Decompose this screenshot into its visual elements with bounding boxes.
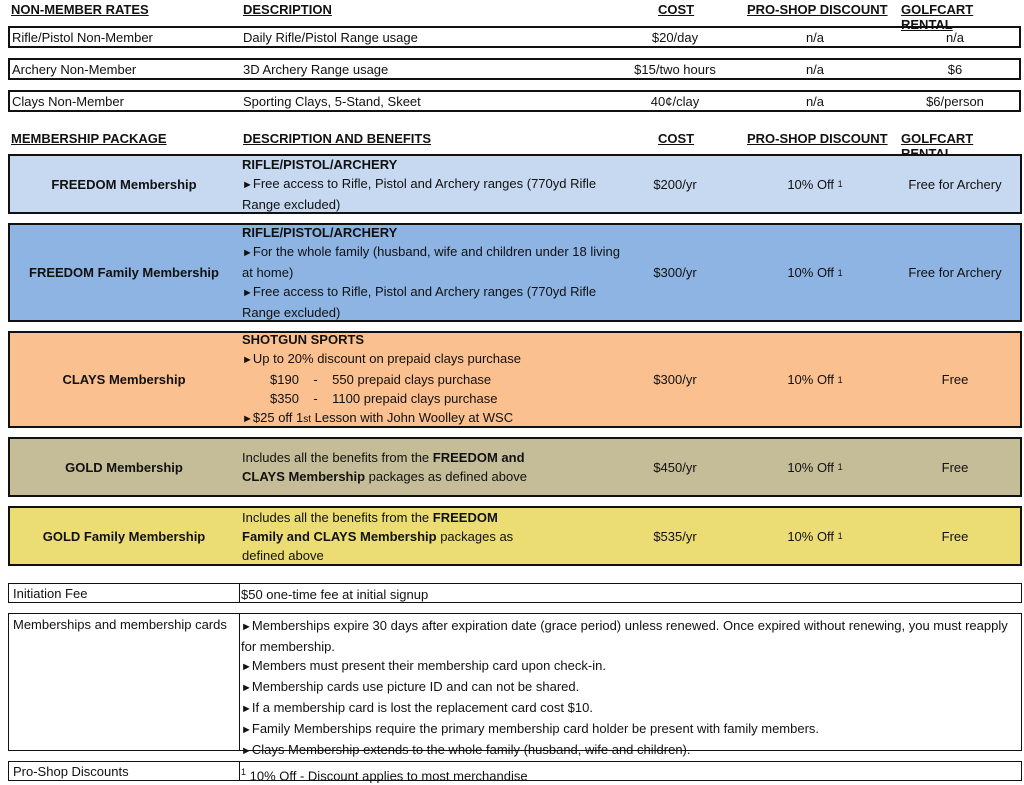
- package-gold-family: [8, 506, 1022, 566]
- package-description: SHOTGUN SPORTS ►Up to 20% discount on prepaid clays purchase $190 - 550 prepaid clays purchase $350 - 1100 prepaid clays purchase ►$25 off 1st Lesson with John Woolley at WSC: [242, 333, 622, 426]
- row-discount: n/a: [805, 29, 825, 45]
- package-category: SHOTGUN SPORTS: [242, 332, 365, 347]
- benefit-text: Up to 20% discount on prepaid clays purchase: [252, 351, 521, 366]
- package-name: GOLD Family Membership: [42, 528, 206, 544]
- package-cost: $535/yr: [653, 528, 697, 544]
- price-line: $350 - 1100 prepaid clays purchase: [270, 391, 498, 406]
- row-cart: n/a: [945, 29, 965, 45]
- benefit-text: Free access to Rifle, Pistol and Archery ranges (770yd Rifle Range excluded): [242, 284, 597, 320]
- header-membership-package: MEMBERSHIP PACKAGE: [11, 131, 167, 146]
- card-rule: Members must present their membership card upon check-in.: [251, 658, 606, 673]
- row-desc: Sporting Clays, 5-Stand, Skeet: [243, 93, 421, 109]
- package-freedom: [8, 154, 1022, 214]
- header-golfcart-rental: GOLFCART: [901, 131, 974, 146]
- package-description: [242, 225, 622, 320]
- row-desc: Daily Rifle/Pistol Range usage: [243, 29, 418, 45]
- header-description: DESCRIPTION: [243, 2, 332, 17]
- package-discount: 10% Off 1: [787, 265, 843, 280]
- price-line: $190 - 550 prepaid clays purchase: [270, 372, 492, 387]
- footnote-marker: 1: [837, 179, 843, 189]
- row-name: Clays Non-Member: [12, 93, 124, 109]
- bullet-icon: ►: [242, 354, 253, 366]
- header-proshop-discount: PRO-SHOP DISCOUNT: [747, 131, 888, 146]
- package-cart: Free: [941, 528, 969, 544]
- bullet-icon: ►: [241, 682, 252, 694]
- nonmember-row-archery: [8, 58, 1021, 80]
- package-gold: [8, 437, 1022, 497]
- bullet-icon: ►: [242, 413, 253, 425]
- package-name: FREEDOM Membership: [51, 176, 197, 192]
- package-discount: 10% Off 1: [787, 372, 843, 387]
- bullet-icon: ►: [241, 745, 252, 757]
- info-value: [241, 616, 1017, 761]
- header-nonmember-rates: NON-MEMBER RATES: [11, 2, 149, 17]
- bullet-icon: ►: [241, 703, 252, 715]
- bullet-icon: ►: [242, 287, 253, 299]
- footnote-marker: 1: [241, 767, 247, 777]
- card-rule: Family Memberships require the primary membership card holder be present with family members.: [251, 721, 820, 736]
- info-proshop-discounts: [8, 761, 1022, 784]
- package-name: GOLD Membership: [65, 459, 183, 475]
- package-clays: [8, 331, 1022, 428]
- bullet-icon: ►: [242, 247, 253, 259]
- header-description-benefits: DESCRIPTION AND BENEFITS: [243, 131, 432, 146]
- info-label: Pro-Shop Discounts: [13, 764, 129, 779]
- package-cost: $450/yr: [653, 459, 697, 475]
- info-membership-cards: [8, 613, 1022, 757]
- info-label: Initiation Fee: [13, 586, 88, 601]
- package-description: Includes all the benefits from the FREEDOM Family and CLAYS Membership packages as defined above: [242, 509, 514, 563]
- card-rule: Membership cards use picture ID and can not be shared.: [251, 679, 580, 694]
- package-cart: Free for Archery: [908, 176, 1002, 192]
- nonmember-row-rifle: [8, 26, 1021, 48]
- package-discount: 10% Off 1: [787, 528, 843, 544]
- footnote-marker: 1: [837, 267, 843, 278]
- bullet-icon: ►: [241, 621, 252, 633]
- package-discount: 10% Off 1: [787, 176, 843, 192]
- info-value: $^1$ 10% Off - Discount applies to most merchandise: [241, 767, 528, 784]
- package-cart: Free: [941, 459, 969, 475]
- row-name: Rifle/Pistol Non-Member: [12, 29, 153, 45]
- row-cost: 40¢/clay: [650, 93, 700, 109]
- package-discount: 10% Off 1: [787, 459, 843, 475]
- bullet-icon: ►: [241, 724, 252, 736]
- row-cart: $6: [947, 61, 963, 77]
- bullet-icon: ►: [242, 178, 253, 191]
- header-cost: COST: [658, 2, 695, 17]
- package-cost: $300/yr: [653, 265, 697, 280]
- row-cart: $6/person: [926, 93, 984, 109]
- row-name: Archery Non-Member: [12, 61, 137, 77]
- row-discount: n/a: [805, 61, 825, 77]
- row-discount: n/a: [805, 93, 825, 109]
- footnote-marker: 1: [837, 374, 843, 385]
- package-description: [242, 156, 622, 212]
- benefit-text: Free access to Rifle, Pistol and Archery ranges (770yd Rifle Range excluded): [242, 175, 597, 212]
- package-cost: $200/yr: [653, 176, 697, 192]
- package-description: Includes all the benefits from the FREEDOM and CLAYS Membership packages as defined above: [242, 450, 527, 484]
- package-cost: $300/yr: [653, 372, 697, 387]
- footnote-marker: 1: [837, 531, 843, 541]
- package-freedom-family: [8, 223, 1022, 322]
- package-category: RIFLE/PISTOL/ARCHERY: [242, 225, 398, 240]
- row-cost: $20/day: [651, 29, 699, 45]
- info-label: Memberships and membership cards: [13, 617, 227, 632]
- package-name: FREEDOM Family Membership: [29, 265, 219, 280]
- row-cost: $15/two hours: [634, 61, 716, 77]
- nonmember-row-clays: [8, 90, 1021, 112]
- header-golfcart-rental: GOLFCART RENTAL: [901, 2, 974, 32]
- package-category: RIFLE/PISTOL/ARCHERY: [242, 156, 398, 172]
- footnote-marker: 1: [837, 462, 843, 472]
- package-cart: Free for Archery: [908, 265, 1002, 280]
- package-cart: Free: [941, 372, 969, 387]
- bullet-icon: ►: [241, 661, 252, 673]
- card-rule: If a membership card is lost the replacement card cost $10.: [251, 700, 593, 715]
- header-cost: COST: [658, 131, 695, 146]
- card-rule: Clays Membership extends to the whole family (husband, wife and children).: [251, 742, 691, 757]
- info-value: $50 one-time fee at initial signup: [241, 587, 429, 602]
- card-rule: Memberships expire 30 days after expiration date (grace period) unless renewed. Once expired without renewing, you must reapply for membership.: [241, 618, 1008, 654]
- benefit-text: For the whole family (husband, wife and children under 18 living at home): [242, 244, 620, 280]
- info-initiation: [8, 583, 1022, 603]
- row-desc: 3D Archery Range usage: [243, 61, 389, 77]
- header-proshop-discount: PRO-SHOP DISCOUNT: [747, 2, 888, 17]
- package-name: CLAYS Membership: [62, 372, 186, 387]
